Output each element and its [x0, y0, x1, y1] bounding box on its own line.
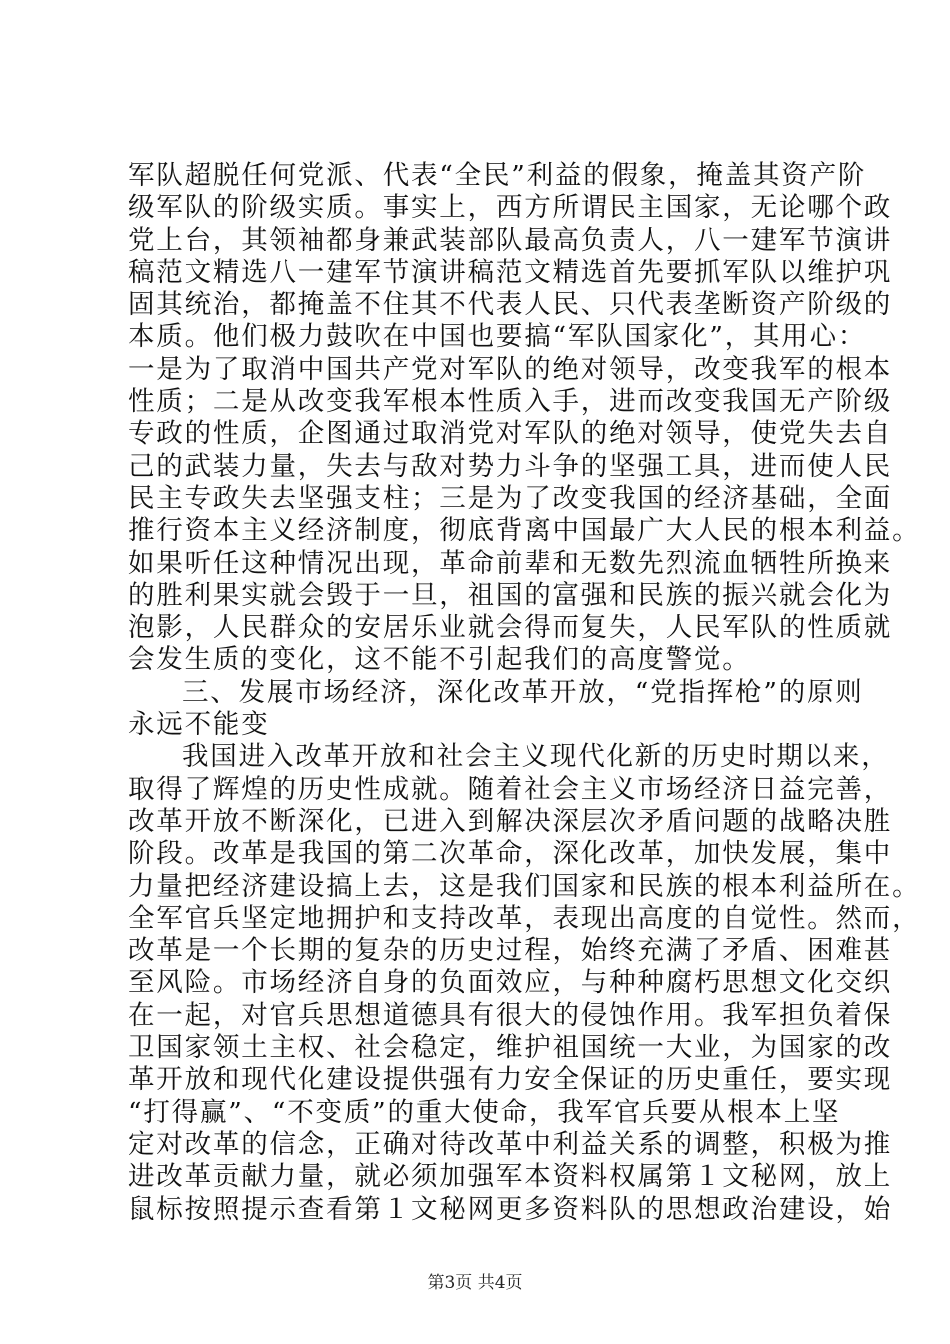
text-line: 如果听任这种情况出现，革命前辈和无数先烈流血牺牲所换来: [128, 547, 893, 579]
page-number-footer: 第3页 共4页: [427, 1273, 523, 1293]
text-line: 一是为了取消中国共产党对军队的绝对领导，改变我军的根本: [128, 353, 893, 385]
text-line: 全军官兵坚定地拥护和支持改革，表现出高度的自觉性。然而，: [128, 902, 921, 934]
text-line: 军队超脱任何党派、代表“全民”利益的假象，掩盖其资产阶: [128, 160, 867, 191]
text-line: 稿范文精选八一建军节演讲稿范文精选首先要抓军队以维护巩: [128, 256, 893, 288]
text-line: 党上台，其领袖都身兼武装部队最高负责人，八一建军节演讲: [128, 224, 893, 256]
text-line: 取得了辉煌的历史性成就。随着社会主义市场经济日益完善，: [128, 773, 893, 805]
text-line: 己的武装力量，失去与敌对势力斗争的坚强工具，进而使人民: [128, 450, 893, 482]
text-line: 在一起，对官兵思想道德具有很大的侵蚀作用。我军担负着保: [128, 999, 893, 1031]
text-line: 定对改革的信念，正确对待改革中利益关系的调整，积极为推: [128, 1128, 893, 1160]
text-line: 进改革贡献力量，就必须加强军本资料权属第１文秘网，放上: [128, 1161, 893, 1193]
text-line: 本质。他们极力鼓吹在中国也要搞“军队国家化”，其用心：: [128, 321, 867, 353]
text-line: 泡影，人民群众的安居乐业就会得而复失，人民军队的性质就: [128, 612, 893, 644]
text-line: 级军队的阶级实质。事实上，西方所谓民主国家，无论哪个政: [128, 192, 893, 224]
text-line: “打得赢”、“不变质”的重大使命，我军官兵要从根本上坚: [128, 1096, 841, 1128]
text-line: 至风险。市场经济自身的负面效应，与种种腐朽思想文化交织: [128, 967, 893, 999]
text-line: 专政的性质，企图通过取消党对军队的绝对领导，使党失去自: [128, 418, 893, 450]
text-line: 力量把经济建设搞上去，这是我们国家和民族的根本利益所在。: [128, 870, 921, 902]
document-body: [128, 160, 921, 1226]
text-line: 会发生质的变化，这不能不引起我们的高度警觉。: [128, 644, 751, 676]
section-heading: 三、发展市场经济，深化改革开放，“党指挥枪”的原则: [182, 676, 864, 708]
text-line: 改革开放不断深化，已进入到解决深层次矛盾问题的战略决胜: [128, 805, 893, 837]
text-line: 性质；二是从改变我军根本性质入手，进而改变我国无产阶级: [128, 386, 893, 418]
text-line: 改革是一个长期的复杂的历史过程，始终充满了矛盾、困难甚: [128, 935, 893, 967]
text-line: 民主专政失去坚强支柱；三是为了改变我国的经济基础，全面: [128, 482, 893, 514]
text-line: 的胜利果实就会毁于一旦，祖国的富强和民族的振兴就会化为: [128, 579, 893, 611]
section-heading-continued: 永远不能变: [128, 709, 270, 741]
text-line: 革开放和现代化建设提供强有力安全保证的历史重任，要实现: [128, 1064, 893, 1096]
text-line: 固其统治，都掩盖不住其不代表人民、只代表垄断资产阶级的: [128, 289, 893, 321]
text-line: 鼠标按照提示查看第１文秘网更多资料队的思想政治建设，始: [128, 1193, 893, 1225]
text-line: 卫国家领土主权、社会稳定，维护祖国统一大业，为国家的改: [128, 1032, 893, 1064]
paragraph-start: 我国进入改革开放和社会主义现代化新的历史时期以来，: [182, 741, 890, 773]
text-line: 推行资本主义经济制度，彻底背离中国最广大人民的根本利益。: [128, 515, 921, 547]
text-line: 阶段。改革是我国的第二次革命，深化改革，加快发展，集中: [128, 838, 893, 870]
